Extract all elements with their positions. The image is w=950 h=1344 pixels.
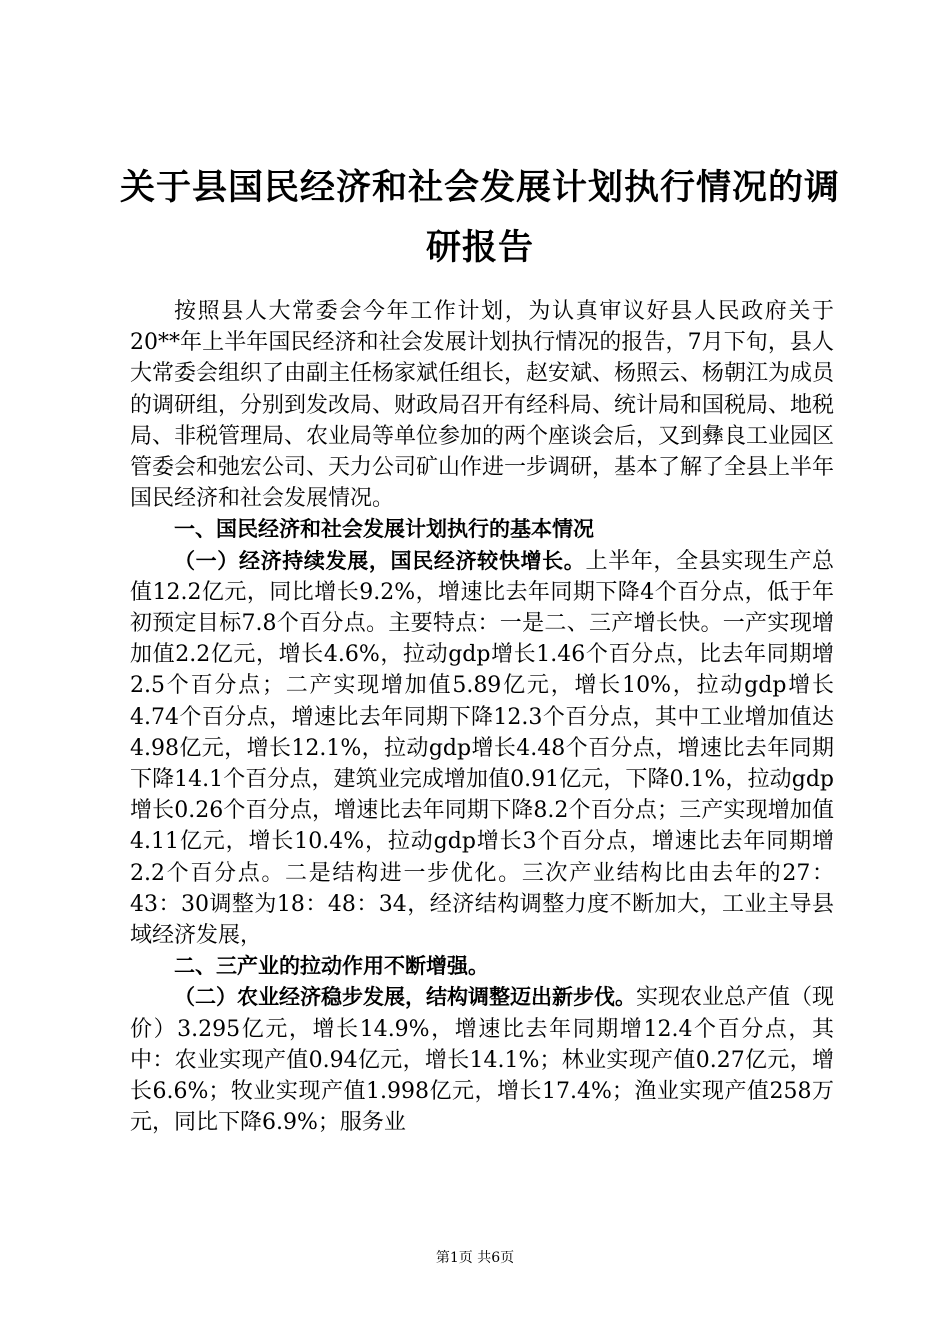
- subsection-heading: （二）农业经济稳步发展，结构调整迈出新步伐。: [174, 985, 636, 1010]
- section-heading: 二、三产业的拉动作用不断增强。: [174, 954, 489, 979]
- paragraph-economy-growth: [130, 546, 834, 952]
- section-heading: 一、国民经济和社会发展计划执行的基本情况: [174, 517, 594, 542]
- paragraph-text: 实现农业总产值（现价）3.295亿元，增长14.9%，增速比去年同期增12.4个百分点，其中：农业实现产值0.94亿元，增长14.1%；林业实现产值0.27亿元，增长6.6%；牧业实现产值1.998亿元，增长17.4%；渔业实现产值258万元，同比下降6.9%；服务业: [130, 985, 835, 1136]
- paragraph-text: 上半年，全县实现生产总值12.2亿元，同比增长9.2%，增速比去年同期下降4个百分点，低于年初预定目标7.8个百分点。主要特点：一是二、三产增长快。一产实现增加值2.2亿元，增长4.6%，拉动gdp增长1.46个百分点，比去年同期增2.5个百分点；二产实现增加值5.89亿元，增长10%，拉动gdp增长4.74个百分点，增速比去年同期下降12.3个百分点，其中工业增加值达4.98亿元，增长12.1%，拉动gdp增长4.48个百分点，增速比去年同期下降14.1个百分点，建筑业完成增加值0.91亿元，下降0.1%，拉动gdp增长0.26个百分点，增速比去年同期下降8.2个百分点；三产实现增加值4.11亿元，增长10.4%，拉动gdp增长3个百分点，增速比去年同期增2.2个百分点。二是结构进一步优化。三次产业结构比由去年的27：43：30调整为18：48：34，经济结构调整力度不断加大，工业主导县域经济发展，: [130, 548, 834, 949]
- paragraph-intro: [130, 296, 834, 514]
- page-number: 第1页 共6页: [435, 1250, 515, 1266]
- section-heading-basic-situation: [130, 514, 834, 545]
- section-heading-secondary-tertiary: [130, 951, 834, 982]
- subsection-heading: （一）经济持续发展，国民经济较快增长。: [174, 548, 586, 573]
- paragraph-agriculture: [130, 982, 834, 1138]
- document-body: [130, 296, 834, 1138]
- document-title: 关于县国民经济和社会发展计划执行情况的调研报告: [120, 168, 841, 268]
- page-footer: [0, 1248, 950, 1268]
- paragraph-text: 按照县人大常委会今年工作计划，为认真审议好县人民政府关于20**年上半年国民经济和社会发展计划执行情况的报告，7月下旬，县人大常委会组织了由副主任杨家斌任组长，赵安斌、杨照云、杨朝江为成员的调研组，分别到发改局、财政局召开有经科局、统计局和国税局、地税局、非税管理局、农业局等单位参加的两个座谈会后，又到彝良工业园区管委会和弛宏公司、天力公司矿山作进一步调研，基本了解了全县上半年国民经济和社会发展情况。: [130, 299, 835, 512]
